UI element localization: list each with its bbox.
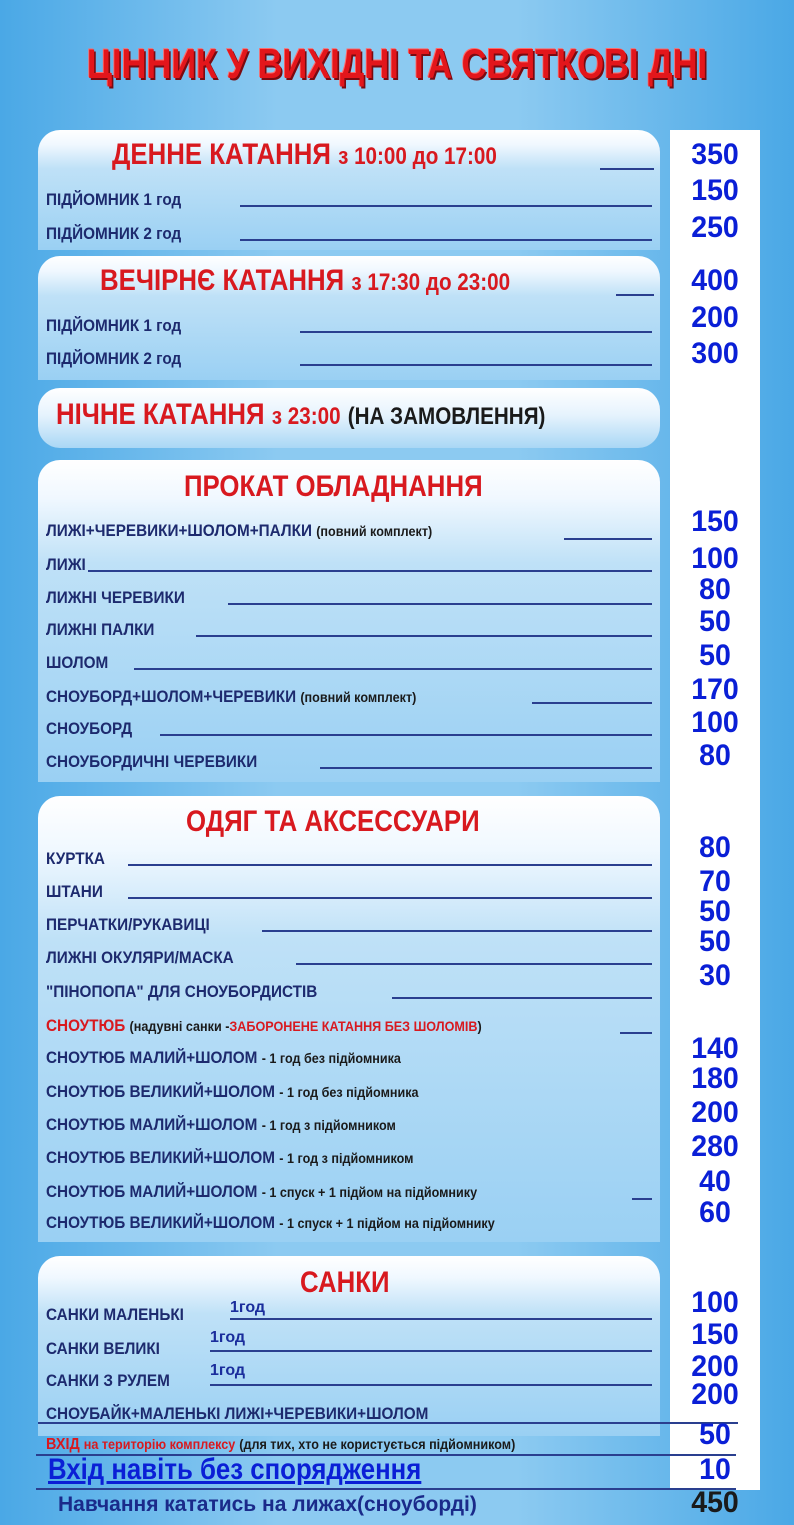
day-heading xyxy=(112,138,497,172)
tube-item-4-price: 280 xyxy=(691,1130,739,1163)
tube-item-5 xyxy=(46,1182,477,1202)
sled-item-4: СНОУБАЙК+МАЛЕНЬКІ ЛИЖІ+ЧЕРЕВИКИ+ШОЛОМ xyxy=(46,1404,429,1423)
rental-item-3-line xyxy=(228,603,652,605)
tube-item-2-label: СНОУТЮБ ВЕЛИКИЙ+ШОЛОМ xyxy=(46,1082,276,1101)
clothing-item-4: ЛИЖНІ ОКУЛЯРИ/МАСКА xyxy=(46,948,234,967)
snowtube-note-end: ) xyxy=(477,1018,482,1034)
tube-item-2-price: 180 xyxy=(691,1062,739,1095)
rental-item-1-price: 150 xyxy=(691,505,739,538)
snowtube-note-line xyxy=(620,1032,652,1034)
rental-item-2-line xyxy=(88,570,652,572)
rental-item-8-line xyxy=(320,767,652,769)
rental-heading: ПРОКАТ ОБЛАДНАННЯ xyxy=(184,470,483,503)
tube-item-5-note: - 1 спуск + 1 підйом на підйомнику xyxy=(261,1184,478,1200)
tube-item-4-label: СНОУТЮБ ВЕЛИКИЙ+ШОЛОМ xyxy=(46,1148,276,1167)
clothing-item-5: "ПІНОПОПА" ДЛЯ СНОУБОРДИСТІВ xyxy=(46,982,318,1001)
tube-item-4-note: - 1 год з підйомником xyxy=(279,1150,414,1166)
evening-price: 400 xyxy=(691,264,739,297)
night-time: з 23:00 xyxy=(271,403,341,430)
sled-item-3: САНКИ З РУЛЕМ xyxy=(46,1371,170,1390)
rental-item-7: СНОУБОРД xyxy=(46,719,133,738)
sled-item-2: САНКИ ВЕЛИКІ xyxy=(46,1339,160,1358)
entry-no-gear-price: 10 xyxy=(699,1453,731,1486)
sleds-heading: САНКИ xyxy=(300,1266,390,1299)
clothing-item-3-line xyxy=(262,930,652,932)
clothing-item-5-line xyxy=(392,997,652,999)
rental-item-1-label: ЛИЖІ+ЧЕРЕВИКИ+ШОЛОМ+ПАЛКИ xyxy=(46,521,312,540)
tube-item-3-note: - 1 год з підйомником xyxy=(261,1117,396,1133)
entry-note2: (для тих, хто не користується підйомником) xyxy=(239,1436,516,1452)
tube-item-6-label: СНОУТЮБ ВЕЛИКИЙ+ШОЛОМ xyxy=(46,1213,276,1232)
entry-price: 50 xyxy=(699,1418,731,1451)
rental-item-1-line xyxy=(564,538,652,540)
clothing-item-2-line xyxy=(128,897,652,899)
tube-item-5-line xyxy=(632,1198,652,1200)
entry-label: ВХІД xyxy=(46,1436,80,1453)
tube-item-1-label: СНОУТЮБ МАЛИЙ+ШОЛОМ xyxy=(46,1048,258,1067)
day-item-2: ПІДЙОМНИК 2 год xyxy=(46,224,182,243)
day-time: з 10:00 до 17:00 xyxy=(338,143,497,170)
day-dash xyxy=(600,168,654,170)
evening-item-2: ПІДЙОМНИК 2 год xyxy=(46,349,182,368)
clothing-item-5-price: 30 xyxy=(699,959,731,992)
rental-item-7-price: 100 xyxy=(691,706,739,739)
entry-no-gear-line xyxy=(36,1488,736,1490)
page-title: ЦІННИК У ВИХІДНІ ТА СВЯТКОВІ ДНІ xyxy=(86,40,708,87)
day-item-2-line xyxy=(240,239,652,241)
sled-item-1: САНКИ МАЛЕНЬКІ xyxy=(46,1305,184,1324)
sled-item-3-price: 200 xyxy=(691,1350,739,1383)
tube-item-5-price: 40 xyxy=(699,1165,731,1198)
tube-item-6-note: - 1 спуск + 1 підйом на підйомнику xyxy=(279,1215,495,1231)
tube-item-2-note: - 1 год без підйомника xyxy=(279,1084,419,1100)
rental-item-4-price: 50 xyxy=(699,605,731,638)
evening-item-1-line xyxy=(300,331,652,333)
sled-item-2-sub: 1год xyxy=(210,1329,246,1346)
sled-item-4-price: 200 xyxy=(691,1378,739,1411)
snowtube-warning: ЗАБОРОНЕНЕ КАТАННЯ БЕЗ ШОЛОМІВ xyxy=(229,1018,478,1034)
clothing-item-4-price: 50 xyxy=(699,925,731,958)
day-item-1-price: 150 xyxy=(691,174,739,207)
rental-item-6-line xyxy=(532,702,652,704)
clothing-item-2: ШТАНИ xyxy=(46,882,103,901)
rental-item-2-price: 100 xyxy=(691,542,739,575)
evening-item-2-line xyxy=(300,364,652,366)
clothing-item-1-price: 80 xyxy=(699,831,731,864)
sled-item-3-sub: 1год xyxy=(210,1362,246,1379)
day-item-2-price: 250 xyxy=(691,211,739,244)
clothing-item-3: ПЕРЧАТКИ/РУКАВИЦІ xyxy=(46,915,210,934)
rental-item-5-line xyxy=(134,668,652,670)
lessons: Навчання кататись на лижах(сноуборді) xyxy=(58,1493,477,1516)
tube-item-1-price: 140 xyxy=(691,1032,739,1065)
rental-item-7-line xyxy=(160,734,652,736)
evening-item-2-price: 300 xyxy=(691,337,739,370)
sled-item-2-line xyxy=(210,1350,652,1352)
sled-item-2-price: 150 xyxy=(691,1318,739,1351)
tube-item-3 xyxy=(46,1115,396,1135)
tube-item-3-price: 200 xyxy=(691,1096,739,1129)
rental-item-1-note: (повний комплект) xyxy=(316,523,433,539)
sled-item-3-line xyxy=(210,1384,652,1386)
rental-item-6 xyxy=(46,687,416,707)
day-heading-label: ДЕННЕ КАТАННЯ xyxy=(112,138,331,171)
evening-item-1: ПІДЙОМНИК 1 год xyxy=(46,316,182,335)
clothing-item-1-line xyxy=(128,864,652,866)
entry-note: на територію комплексу xyxy=(83,1436,236,1452)
night-heading xyxy=(56,398,545,432)
rental-item-1 xyxy=(46,521,432,541)
tube-item-5-label: СНОУТЮБ МАЛИЙ+ШОЛОМ xyxy=(46,1182,258,1201)
tube-item-1-note: - 1 год без підйомника xyxy=(261,1050,401,1066)
tube-item-6-price: 60 xyxy=(699,1196,731,1229)
tube-item-4 xyxy=(46,1148,413,1168)
rental-item-6-price: 170 xyxy=(691,673,739,706)
rental-item-6-note: (повний комплект) xyxy=(300,689,417,705)
rental-item-3-price: 80 xyxy=(699,573,731,606)
night-note: (НА ЗАМОВЛЕННЯ) xyxy=(347,403,546,430)
rental-item-8: СНОУБОРДИЧНІ ЧЕРЕВИКИ xyxy=(46,752,258,771)
entry-row xyxy=(46,1436,515,1454)
clothing-item-1: КУРТКА xyxy=(46,849,105,868)
day-item-1-line xyxy=(240,205,652,207)
sled-item-4-line xyxy=(38,1422,738,1424)
rental-item-3: ЛИЖНІ ЧЕРЕВИКИ xyxy=(46,588,185,607)
night-heading-label: НІЧНЕ КАТАННЯ xyxy=(56,398,265,431)
evening-heading xyxy=(100,264,510,298)
lessons-price: 450 xyxy=(691,1486,739,1519)
sled-item-1-sub: 1год xyxy=(230,1299,266,1316)
sled-item-1-line xyxy=(230,1318,652,1320)
evening-time: з 17:30 до 23:00 xyxy=(351,269,511,296)
day-price: 350 xyxy=(691,138,739,171)
evening-item-1-price: 200 xyxy=(691,301,739,334)
snowtube-note-start: (надувні санки - xyxy=(129,1018,230,1034)
rental-item-4-line xyxy=(196,635,652,637)
snowtube-label: СНОУТЮБ xyxy=(46,1016,126,1035)
clothing-heading: ОДЯГ ТА АКСЕССУАРИ xyxy=(186,805,480,838)
day-item-1: ПІДЙОМНИК 1 год xyxy=(46,190,182,209)
rental-item-4: ЛИЖНІ ПАЛКИ xyxy=(46,620,155,639)
clothing-item-2-price: 70 xyxy=(699,865,731,898)
rental-item-2: ЛИЖІ xyxy=(46,555,86,574)
clothing-item-3-price: 50 xyxy=(699,895,731,928)
rental-item-6-label: СНОУБОРД+ШОЛОМ+ЧЕРЕВИКИ xyxy=(46,687,297,706)
clothing-item-4-line xyxy=(296,963,652,965)
tube-item-1 xyxy=(46,1048,401,1068)
tube-item-3-label: СНОУТЮБ МАЛИЙ+ШОЛОМ xyxy=(46,1115,258,1134)
rental-item-5-price: 50 xyxy=(699,639,731,672)
rental-item-5: ШОЛОМ xyxy=(46,653,109,672)
evening-heading-label: ВЕЧІРНЄ КАТАННЯ xyxy=(100,264,345,297)
evening-dash xyxy=(616,294,654,296)
entry-no-gear: Вхід навіть без спорядження xyxy=(48,1453,422,1486)
rental-item-8-price: 80 xyxy=(699,739,731,772)
snowtube-note-row xyxy=(46,1016,482,1036)
tube-item-2 xyxy=(46,1082,419,1102)
sled-item-1-price: 100 xyxy=(691,1286,739,1319)
tube-item-6 xyxy=(46,1213,495,1233)
